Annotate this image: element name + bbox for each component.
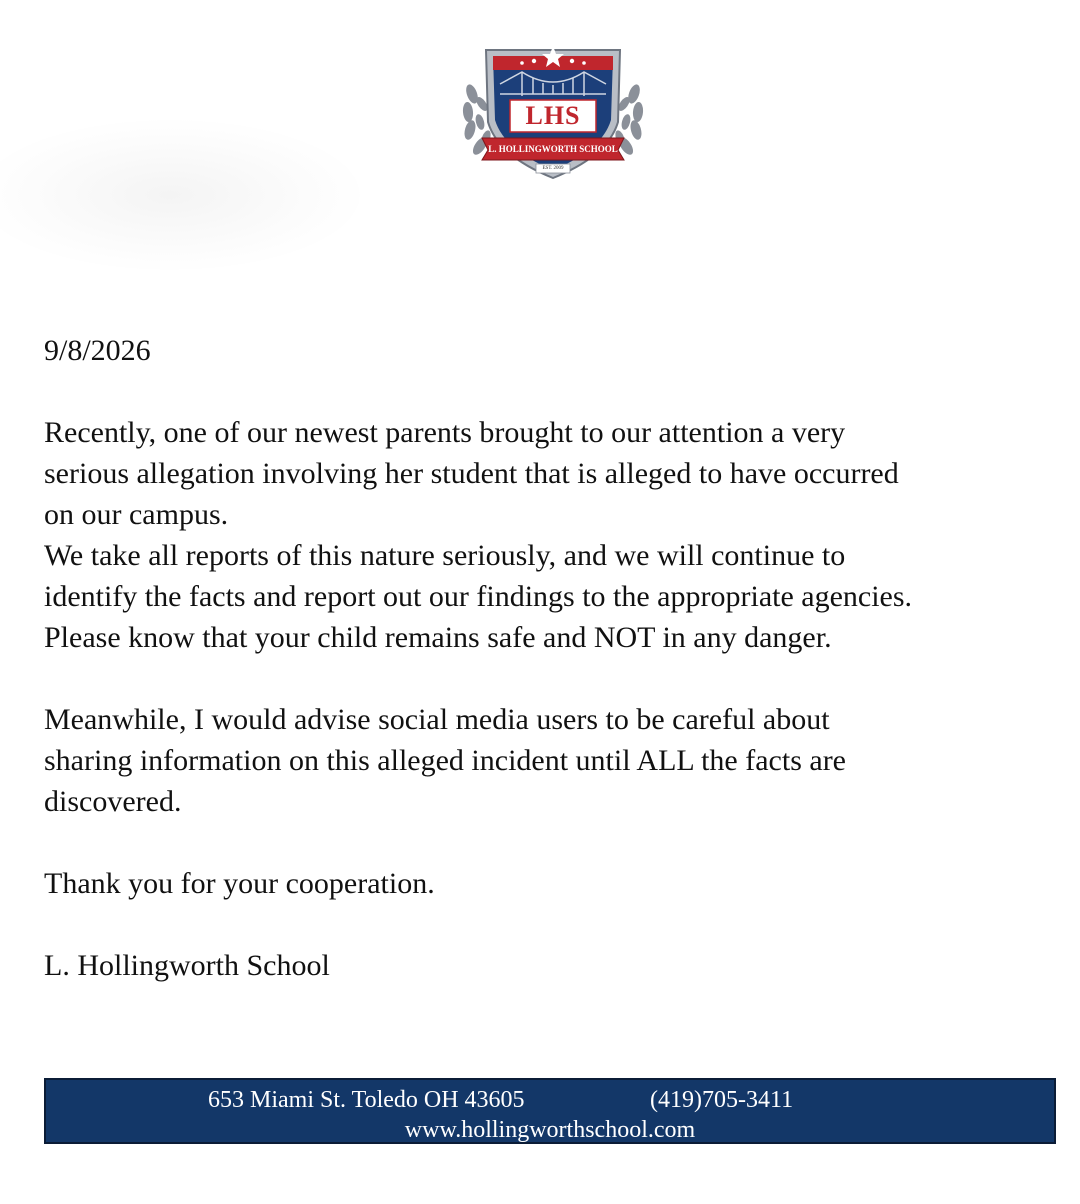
letter-paragraph-2: Meanwhile, I would advise social media users to be careful about sharing information on this alleged incident until ALL the facts are discovered.: [44, 703, 847, 818]
letter-signature: L. Hollingworth School: [44, 949, 330, 982]
footer-bar: [44, 1078, 1056, 1144]
letter-date: 9/8/2026: [44, 334, 151, 367]
footer-address: 653 Miami St. Toledo OH 43605: [208, 1087, 525, 1113]
school-crest-logo: [458, 34, 648, 184]
letter-closing: Thank you for your cooperation.: [44, 867, 435, 900]
logo-est-text: EST. 2009: [542, 166, 564, 171]
logo-banner-text: L. HOLLINGWORTH SCHOOL: [488, 144, 618, 154]
background-smudge: [0, 120, 360, 270]
logo-monogram: LHS: [525, 101, 581, 130]
footer-phone: (419)705-3411: [650, 1087, 794, 1113]
letter-body: [44, 330, 1064, 986]
letter-paragraph-1: Recently, one of our newest parents brought to our attention a very serious allegation involving her student that is alleged to have occurred on our campus. We take all reports of this nature seriously, and we will continue to identify the facts and report out our findings to the appropriate agencies. Please know that your child remains safe and NOT in any danger.: [44, 416, 913, 654]
footer-website[interactable]: www.hollingworthschool.com: [404, 1117, 696, 1143]
